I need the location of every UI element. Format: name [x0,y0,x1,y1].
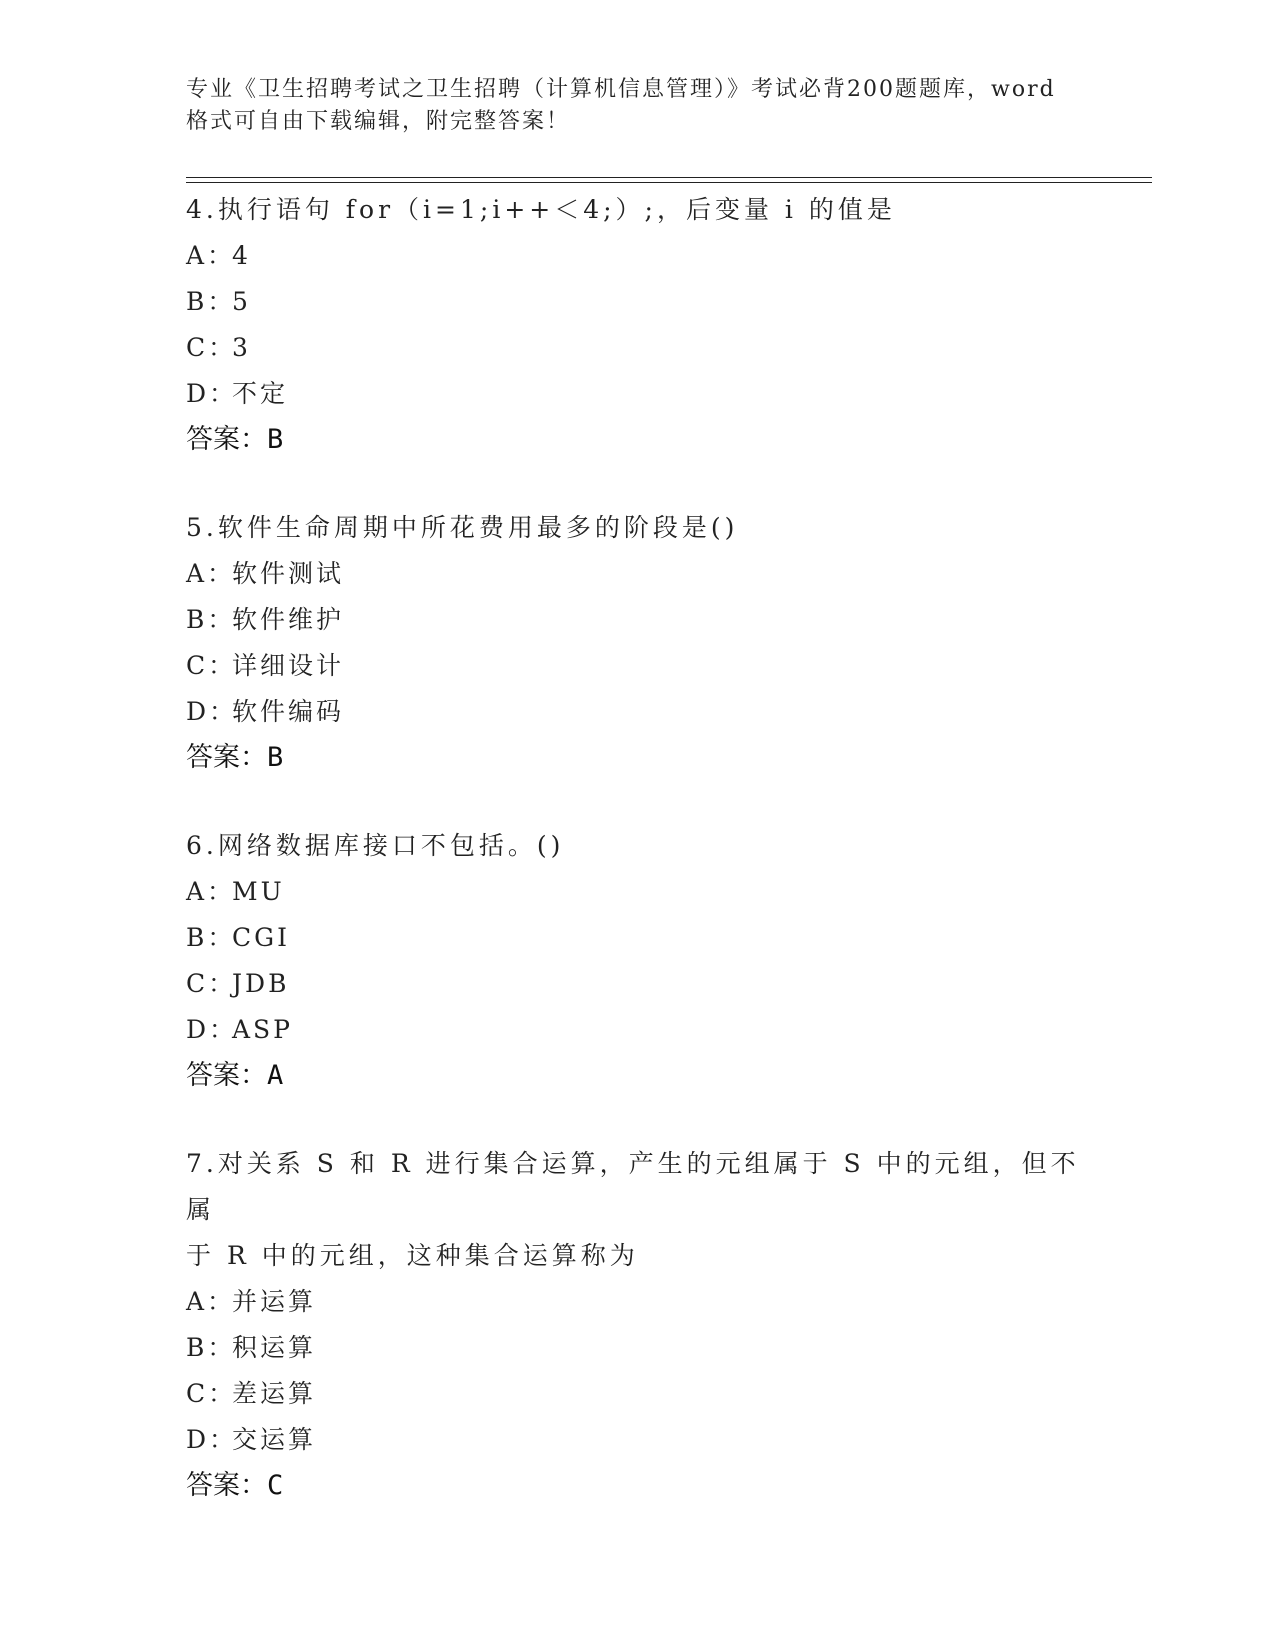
option-label: A： [186,1287,236,1316]
header-line-2: 格式可自由下载编辑，附完整答案！ [186,109,571,134]
option-text: 积运算 [232,1333,317,1362]
answer-option [186,1371,1086,1417]
option-text: 详细设计 [232,651,345,680]
answer-option [186,1417,1086,1463]
answer-option [186,279,1086,325]
option-text: MU [232,877,285,906]
option-label: D： [186,1425,238,1454]
option-label: D： [186,379,238,408]
answer-option [186,1279,1086,1325]
option-text: 4 [232,241,251,270]
question-text: 于 R 中的元组，这种集合运算称为 [186,1241,639,1270]
option-text: JDB [232,969,290,998]
answer-option [186,643,1086,689]
option-text: 并运算 [232,1287,317,1316]
answer-key: 答案：C [186,1470,284,1501]
option-text: ASP [232,1015,294,1044]
header-line-1: 专业《卫生招聘考试之卫生招聘（计算机信息管理）》考试必背200题题库，word [186,77,1056,102]
question-text: 5.软件生命周期中所花费用最多的阶段是() [186,513,739,542]
question-block [186,505,1086,781]
answer-option [186,689,1086,735]
question-list [186,187,1086,1551]
option-text: 软件测试 [232,559,345,588]
answer-option [186,915,1086,961]
answer-option [186,1007,1086,1053]
option-text: 3 [232,333,251,362]
option-label: C： [186,1379,237,1408]
answer-option [186,1325,1086,1371]
option-label: B： [186,923,236,952]
answer-option [186,325,1086,371]
option-label: A： [186,559,236,588]
option-label: C： [186,333,237,362]
question-block [186,1141,1086,1509]
option-text: 软件编码 [232,697,345,726]
header-divider-top [186,177,1152,178]
option-label: A： [186,877,236,906]
answer-option [186,869,1086,915]
answer-key: 答案：B [186,424,284,455]
answer-option [186,551,1086,597]
option-text: 交运算 [232,1425,317,1454]
option-label: A： [186,241,236,270]
option-text: 不定 [232,379,289,408]
question-block [186,187,1086,463]
answer-option [186,233,1086,279]
option-label: B： [186,1333,236,1362]
question-text: 6.网络数据库接口不包括。() [186,831,565,860]
answer-key: 答案：A [186,1060,284,1091]
answer-key: 答案：B [186,742,284,773]
option-text: 差运算 [232,1379,317,1408]
option-text: 5 [232,287,251,316]
question-block [186,823,1086,1099]
option-text: CGI [232,923,290,952]
option-label: C： [186,651,237,680]
option-label: B： [186,287,236,316]
header-divider-bottom [186,182,1152,183]
option-text: 软件维护 [232,605,345,634]
answer-option [186,961,1086,1007]
question-text: 7.对关系 S 和 R 进行集合运算，产生的元组属于 S 中的元组，但不属 [186,1149,1080,1224]
answer-option [186,371,1086,417]
option-label: C： [186,969,237,998]
document-header [186,74,1086,138]
option-label: D： [186,697,238,726]
option-label: D： [186,1015,238,1044]
question-text: 4.执行语句 for（i=1;i++＜4;）;，后变量 i 的值是 [186,195,896,224]
answer-option [186,597,1086,643]
option-label: B： [186,605,236,634]
